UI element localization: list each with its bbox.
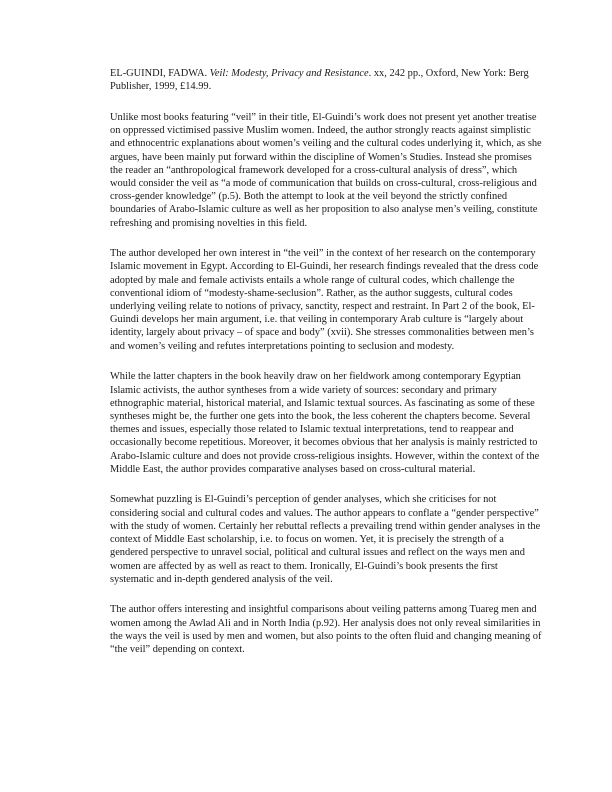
- book-title: Veil: Modesty, Privacy and Resistance: [209, 68, 369, 79]
- paragraph: The author offers interesting and insightful comparisons about veiling patterns among Tuareg men and women among the Awlad Ali and in North India (p.92). Her analysis does not only reveal similarities in the ways the veil is used by men and women, but also points to the often fluid and changing meaning of “the veil” depending on context.: [110, 604, 542, 656]
- paragraph: Unlike most books featuring “veil” in their title, El-Guindi’s work does not present yet another treatise on oppressed victimised passive Muslim women. Indeed, the author strongly reacts against simplistic and ethnocentric explanations about women’s veiling and the cultural codes underlying it, which, as she argues, have been mainly put forward within the discipline of Women’s Studies. Instead she promises the reader an “anthropological framework developed for a cross-cultural analysis of dress”, which would consider the veil as “a mode of communication that builds on cross-cultural, cross-religious and cross-gender knowledge” (p.5). Both the attempt to look at the veil beyond the strictly confined boundaries of Arabo-Islamic culture as well as her proposition to also analyse men’s veiling, constitute refreshing and promising novelties in this field.: [110, 111, 542, 229]
- citation-details: . xx, 242 pp., Oxford, New York: Berg Publisher, 1999, £14.99.: [110, 68, 529, 93]
- citation: [110, 67, 542, 93]
- paragraph: Somewhat puzzling is El-Guindi’s perception of gender analyses, which she criticises for not considering social and cultural codes and values. The author appears to conflate a “gender perspective” with the study of women. Certainly her rebuttal reflects a prevailing trend within gender analyses in the context of Middle East scholarship, i.e. to focus on women. Yet, it is precisely the strength of a gendered perspective to unravel social, political and cultural issues and reflect on the ways men and women are affected by as well as react to them. Ironically, El-Guindi’s book presents the first systematic and in-depth gendered analysis of the veil.: [110, 494, 541, 585]
- paragraph: The author developed her own interest in “the veil” in the context of her research on the contemporary Islamic movement in Egypt. According to El-Guindi, her research findings revealed that the dress code adopted by male and female activists entails a whole range of cultural codes, which challenge the conventional idiom of “modesty-shame-seclusion”. Rather, as the author suggests, cultural codes underlying veiling relate to notions of privacy, sanctity, respect and restraint. In Part 2 of the book, El-Guindi develops her main argument, i.e. that veiling in contemporary Arab culture is “largely about identity, largely about privacy – of space and body” (xvii). She stresses commonalities between men’s and women’s veiling and refutes interpretations pointing to seclusion and modesty.: [110, 248, 539, 352]
- paragraph: While the latter chapters in the book heavily draw on her fieldwork among contemporary Egyptian Islamic activists, the author syntheses from a wide variety of sources: secondary and primary ethnographic material, historical material, and Islamic textual sources. As fascinating as some of these syntheses might be, the further one gets into the book, the less coherent the chapters become. Several themes and issues, especially those related to Islamic textual interpretations, tend to reappear and occasionally become repetitious. Moreover, it becomes obvious that her analysis is mainly restricted to Arabo-Islamic culture and does not provide cross-religious insights. However, within the context of the Middle East, the author provides comparative analyses based on cross-cultural material.: [110, 371, 540, 475]
- citation-author: EL-GUINDI, FADWA.: [110, 68, 208, 79]
